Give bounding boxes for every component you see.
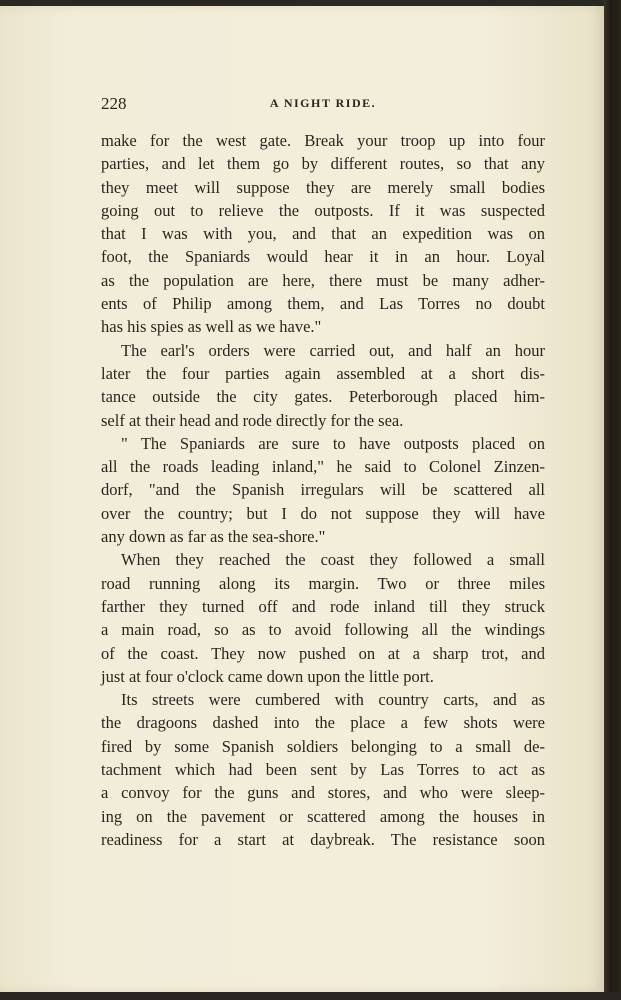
text-line: dorf, "and the Spanish irregulars will be scattered all <box>101 480 545 500</box>
text-line: The earl's orders were carried out, and half an hour <box>121 340 545 360</box>
text-line: road running along its margin. Two or three miles <box>101 573 545 593</box>
running-title: A NIGHT RIDE. <box>269 96 377 110</box>
scan-bottom-edge <box>0 992 621 1000</box>
text-line: tance outside the city gates. Peterborough placed him- <box>101 387 545 407</box>
body-text <box>101 129 545 851</box>
text-line: the dragoons dashed into the place a few shots were <box>101 713 545 733</box>
page-number: 228 <box>101 94 127 113</box>
text-line: of the coast. They now pushed on at a sharp trot, and <box>101 643 545 663</box>
text-line: ing on the pavement or scattered among the houses in <box>101 806 545 826</box>
text-line: When they reached the coast they followed a small <box>121 550 545 570</box>
text-line: just at four o'clock came down upon the little port. <box>101 666 434 686</box>
text-line: ents of Philip among them, and Las Torres no doubt <box>101 294 545 314</box>
text-line: self at their head and rode directly for the sea. <box>101 410 404 430</box>
text-line: " The Spaniards are sure to have outposts placed on <box>121 433 545 453</box>
text-line: fired by some Spanish soldiers belonging to a small de- <box>101 736 545 756</box>
text-line: that I was with you, and that an expedition was on <box>101 224 545 244</box>
scan-right-edge <box>604 0 621 1000</box>
text-line: later the four parties again assembled at a short dis- <box>101 363 545 383</box>
text-line: has his spies as well as we have." <box>101 317 322 337</box>
text-line: over the country; but I do not suppose they will have <box>101 503 545 523</box>
text-line: parties, and let them go by different routes, so that any <box>101 154 545 174</box>
text-line: as the population are here, there must be many adher- <box>101 270 545 290</box>
text-line: readiness for a start at daybreak. The resistance soon <box>101 829 545 849</box>
text-line: going out to relieve the outposts. If it was suspected <box>101 200 545 220</box>
text-line: a main road, so as to avoid following all the windings <box>101 620 545 640</box>
text-line: farther they turned off and rode inland till they struck <box>101 596 545 616</box>
text-line: Its streets were cumbered with country carts, and as <box>121 690 545 710</box>
text-line: a convoy for the guns and stores, and who were sleep- <box>101 783 545 803</box>
text-line: tachment which had been sent by Las Torres to act as <box>101 760 545 780</box>
text-line: make for the west gate. Break your troop up into four <box>101 131 545 150</box>
text-line: all the roads leading inland," he said to Colonel Zinzen- <box>101 457 545 477</box>
text-line: foot, the Spaniards would hear it in an hour. Loyal <box>101 247 545 267</box>
text-line: any down as far as the sea-shore." <box>101 527 326 547</box>
text-line: they meet will suppose they are merely small bodies <box>101 177 545 197</box>
page-header <box>101 94 545 114</box>
